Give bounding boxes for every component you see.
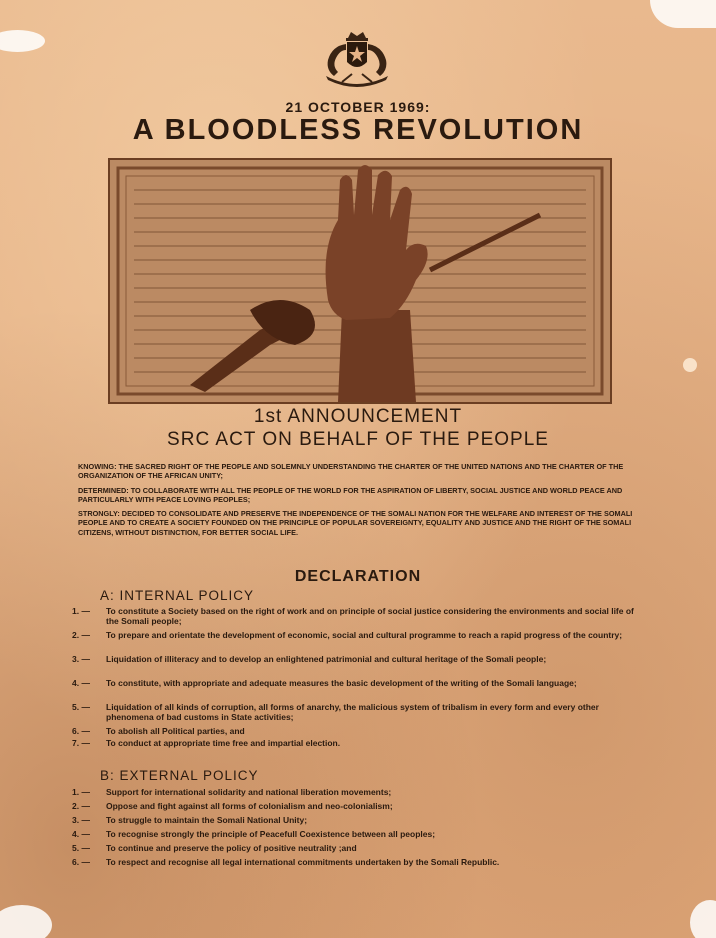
date-line: 21 OCTOBER 1969: — [285, 99, 431, 115]
list-item: 3. — To struggle to maintain the Somali National Unity; — [72, 815, 308, 825]
announcement-title: 1st ANNOUNCEMENT — [253, 406, 463, 427]
paper-stain — [0, 30, 45, 52]
coat-of-arms-emblem — [312, 30, 402, 90]
list-item: 7. — To conduct at appropriate time free and impartial election. — [72, 738, 341, 748]
internal-policy-list — [72, 607, 647, 751]
list-item: 4. — To constitute, with appropriate and adequate measures the basic development of the writing of the Somali language; — [72, 678, 577, 688]
list-item: 5. — Liquidation of all kinds of corruption, all forms of anarchy, the malicious system of tribalism in every form and every other phenomena of bad customs in State activities; — [72, 702, 599, 722]
preamble-determined: DETERMINED: TO COLLABORATE WITH ALL THE PEOPLE OF THE WORLD FOR THE ASPIRATION OF LIBERTY, SOCIAL JUSTICE AND WORLD PEACE AND PARTICULARLY WITH PEACE LOVING PEOPLES; — [78, 485, 623, 504]
declaration-title: DECLARATION — [294, 568, 422, 585]
paper-stain — [650, 0, 716, 28]
list-item: 5. — To continue and preserve the policy of positive neutrality ;and — [72, 843, 357, 853]
list-item: 6. — To respect and recognise all legal international commitments undertaken by the Somali Republic. — [72, 857, 500, 867]
list-item: 3. — Liquidation of illiteracy and to develop an enlightened patrimonial and cultural heritage of the Somali people; — [72, 654, 547, 664]
list-item: 2. — To prepare and orientate the development of economic, social and cultural programme to reach a rapid progress of the country; — [72, 630, 623, 640]
list-item: 2. — Oppose and fight against all forms of colonialism and neo-colonialism; — [72, 801, 393, 811]
internal-policy-title: A: INTERNAL POLICY — [100, 588, 255, 603]
paper-stain — [683, 358, 697, 372]
list-item: 1. — Support for international solidarity and national liberation movements; — [72, 787, 392, 797]
list-item: 6. — To abolish all Political parties, and — [72, 726, 245, 736]
preamble — [78, 462, 653, 542]
hand-over-scripture-photo — [108, 158, 612, 404]
list-item: 1. — To constitute a Society based on the right of work and on principle of social justice considering the environments and social life of the Somali people; — [72, 606, 634, 626]
preamble-knowing: KNOWING: THE SACRED RIGHT OF THE PEOPLE AND SOLEMNLY UNDERSTANDING THE CHARTER OF THE UNITED NATIONS AND THE CHARTER OF THE ORGANIZATION OF THE AFRICAN UNITY; — [78, 462, 624, 481]
external-policy-title: B: EXTERNAL POLICY — [100, 768, 259, 783]
paper-stain — [0, 905, 52, 938]
announcement-subtitle: SRC ACT ON BEHALF OF THE PEOPLE — [167, 429, 549, 450]
headline: A BLOODLESS REVOLUTION — [132, 114, 584, 146]
list-item: 4. — To recognise strongly the principle of Peacefull Coexistence between all peoples; — [72, 829, 436, 839]
paper-stain — [690, 900, 716, 938]
preamble-strongly: STRONGLY: DECIDED TO CONSOLIDATE AND PRESERVE THE INDEPENDENCE OF THE SOMALI NATION FOR THE WELFARE AND INTEREST OF THE SOMALI PEOPLE AND TO CREATE A SOCIETY FOUNDED ON THE PRINCIPLE OF POPULAR SOVEREIGNTY, EQUALITY AND JUSTICE AND THE RIGHT OF THE SOMALI CITIZENS, WITHOUT DISTINCTION, FOR BETTER SOCIAL LIFE. — [78, 509, 633, 537]
external-policy-list — [72, 788, 647, 872]
